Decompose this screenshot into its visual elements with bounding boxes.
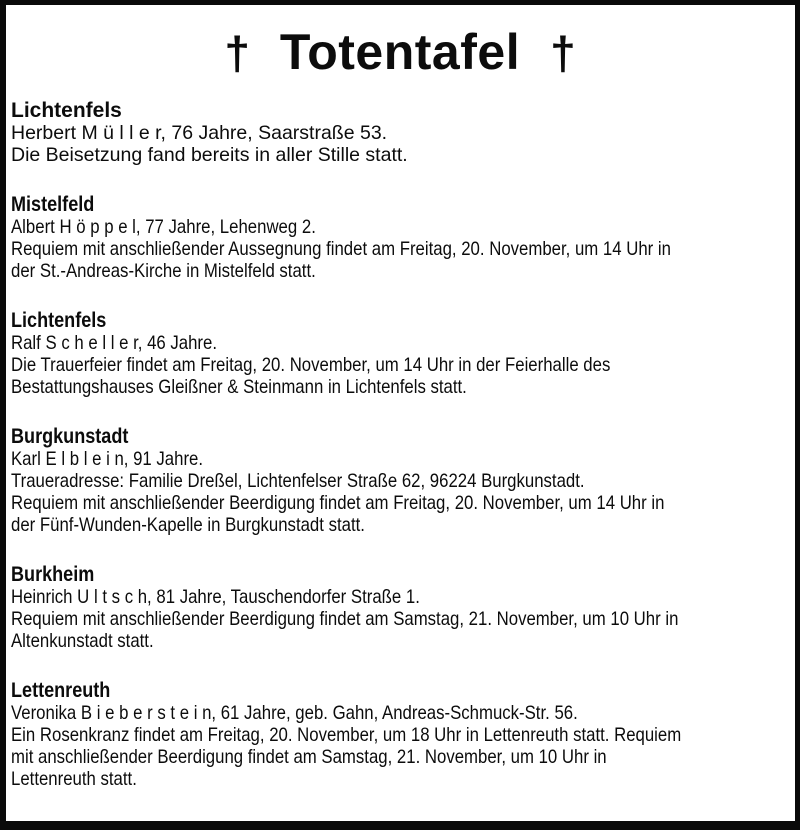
notice-lichtenfels-scheller: [11, 309, 789, 398]
notice-line: Ralf S c h e l l e r, 46 Jahre.: [11, 332, 218, 354]
notice-line: Altenkunstadt statt.: [11, 630, 154, 652]
page-title: Totentafel: [279, 24, 521, 80]
dagger-left-icon: †: [224, 27, 250, 79]
notice-line: Requiem mit anschließender Aussegnung findet am Freitag, 20. November, um 14 Uhr in: [11, 238, 671, 260]
notice-city: Lettenreuth: [11, 679, 111, 702]
notice-line: Veronika B i e b e r s t e i n, 61 Jahre, geb. Gahn, Andreas-Schmuck-Str. 56.: [11, 702, 578, 724]
notice-city: Burkheim: [11, 563, 95, 586]
notice-lettenreuth-bieberstein: [11, 679, 789, 790]
notice-line: Herbert M ü l l e r, 76 Jahre, Saarstraße 53.: [11, 122, 388, 144]
notice-line: Die Trauerfeier findet am Freitag, 20. November, um 14 Uhr in der Feierhalle des: [11, 354, 611, 376]
notice-line: der Fünf-Wunden-Kapelle in Burgkunstadt statt.: [11, 514, 365, 536]
notice-line: Ein Rosenkranz findet am Freitag, 20. November, um 18 Uhr in Lettenreuth statt. Requiem: [11, 724, 682, 746]
notice-line: der St.-Andreas-Kirche in Mistelfeld statt.: [11, 260, 316, 282]
dagger-right-icon: †: [550, 27, 576, 79]
notice-line: Requiem mit anschließender Beerdigung findet am Samstag, 21. November, um 10 Uhr in: [11, 608, 679, 630]
notice-line: Heinrich U l t s c h, 81 Jahre, Tauschendorfer Straße 1.: [11, 586, 420, 608]
masthead: [11, 26, 789, 79]
notice-line: Lettenreuth statt.: [11, 768, 137, 790]
notice-line: Karl E l b l e i n, 91 Jahre.: [11, 448, 204, 470]
notice-line: Requiem mit anschließender Beerdigung findet am Freitag, 20. November, um 14 Uhr in: [11, 492, 665, 514]
notice-line: Albert H ö p p e l, 77 Jahre, Lehenweg 2.: [11, 216, 316, 238]
notice-burgkunstadt-elblein: [11, 425, 789, 536]
notice-burkheim-ultsch: [11, 563, 789, 652]
notice-city: Lichtenfels: [11, 309, 107, 332]
notice-city: Lichtenfels: [11, 99, 122, 122]
notice-city: Burgkunstadt: [11, 425, 129, 448]
notice-mistelfeld-hoeppel: [11, 193, 789, 282]
notice-city: Mistelfeld: [11, 193, 95, 216]
notice-line: Die Beisetzung fand bereits in aller Stille statt.: [11, 144, 408, 166]
notice-line: mit anschließender Beerdigung findet am Samstag, 21. November, um 10 Uhr in: [11, 746, 607, 768]
notice-lichtenfels-mueller: [11, 99, 789, 166]
notice-line: Traueradresse: Familie Dreßel, Lichtenfelser Straße 62, 96224 Burgkunstadt.: [11, 470, 585, 492]
notice-line: Bestattungshauses Gleißner & Steinmann in Lichtenfels statt.: [11, 376, 467, 398]
